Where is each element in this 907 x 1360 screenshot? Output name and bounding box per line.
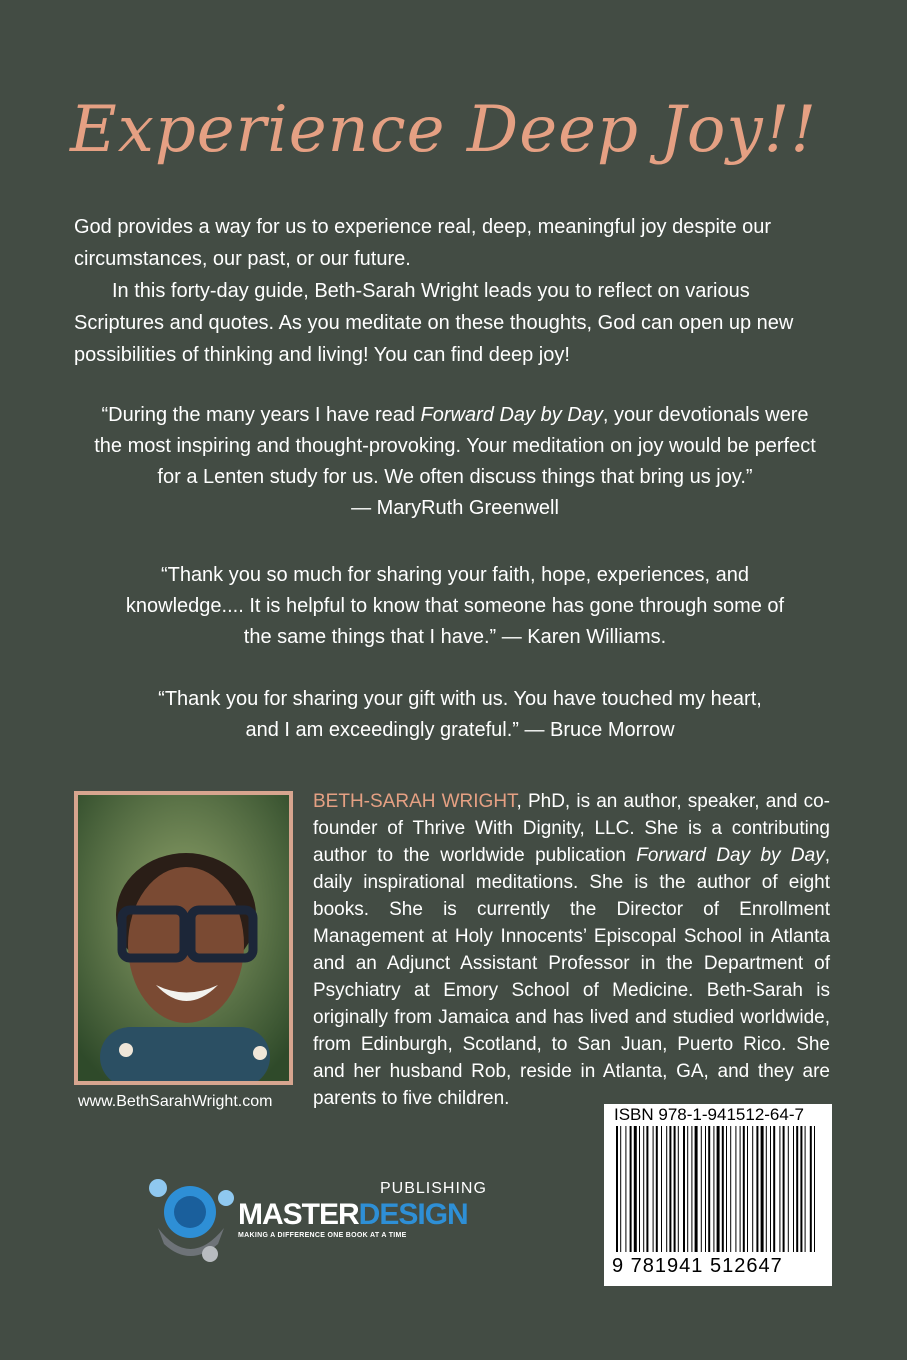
barcode-bar (691, 1126, 692, 1252)
publisher-publishing-label: PUBLISHING (380, 1180, 487, 1197)
barcode-bar (766, 1126, 767, 1252)
author-website-link[interactable]: www.BethSarahWright.com (78, 1093, 273, 1110)
barcode-bar (773, 1126, 775, 1252)
barcode-bar (779, 1126, 780, 1252)
barcode-digits: 9 781941 512647 (612, 1255, 783, 1277)
intro-paragraph-1: God provides a way for us to experience real, deep, meaningful joy despite our circumstances, our past, or our future. (74, 216, 772, 270)
publisher-emblem-icon (140, 1170, 240, 1270)
barcode-bar (634, 1126, 637, 1252)
barcode-bar (701, 1126, 702, 1252)
barcode-bar (788, 1126, 789, 1252)
publisher-name-master: MASTER (238, 1198, 359, 1231)
barcode-bar (653, 1126, 654, 1252)
publisher-tagline: MAKING A DIFFERENCE ONE BOOK AT A TIME (238, 1232, 407, 1239)
author-bio (313, 788, 830, 1112)
bio-book-title: Forward Day by Day (636, 845, 825, 866)
intro-text (74, 211, 834, 371)
barcode-bar (625, 1126, 626, 1252)
barcode-bar (814, 1126, 815, 1252)
barcode-bar (740, 1126, 741, 1252)
barcode-bar (756, 1126, 758, 1252)
isbn-barcode (604, 1104, 832, 1286)
barcode-bar (770, 1126, 771, 1252)
barcode-bar (687, 1126, 688, 1252)
barcode-bar (678, 1126, 679, 1252)
intro-paragraph-2: In this forty-day guide, Beth-Sarah Wright leads you to reflect on various Scriptures and quotes. As you meditate on these thoughts, God can open up new possibilities of thinking and living! You can find deep joy! (74, 280, 794, 366)
testimonial-williams: “Thank you so much for sharing your faith, hope, experiences, and knowledge.... It is helpful to know that someone has gone through some of the same things that I have.” — Karen Williams. (125, 564, 785, 648)
quote-text: , your devotionals were the most inspiring and thought-provoking. Your meditation on joy would be perfect for a Lenten study for us. We often discuss things that bring us joy.” (94, 404, 816, 488)
barcode-bar (656, 1126, 658, 1252)
barcode-bar (620, 1126, 621, 1252)
testimonial-morrow: “Thank you for sharing your gift with us. You have touched my heart, and I am exceedingly grateful.” — Bruce Morrow (158, 688, 762, 741)
barcode-bar (630, 1126, 632, 1252)
cover-title: Experience Deep Joy!! (70, 93, 818, 167)
publisher-name (238, 1198, 468, 1232)
barcode-bar (705, 1126, 706, 1252)
quote-book-title: Forward Day by Day (420, 404, 603, 426)
barcode-bar (752, 1126, 753, 1252)
barcode-bar (661, 1126, 662, 1252)
publisher-logo (140, 1170, 500, 1270)
barcode-bar (695, 1126, 698, 1252)
barcode-bar (743, 1126, 745, 1252)
barcode-bar (796, 1126, 798, 1252)
barcode-bars (612, 1126, 824, 1256)
barcode-bar (730, 1126, 731, 1252)
barcode-bar (726, 1126, 727, 1252)
barcode-bar (810, 1126, 812, 1252)
bio-text: , PhD, is an author, speaker, and co-founder of Thrive With Dignity, LLC. She is a contributing author to the worldwide publication (313, 791, 830, 866)
barcode-bar (639, 1126, 640, 1252)
bio-text: , daily inspirational meditations. She is the author of eight books. She is currently the Director of Enrollment Management at Holy Innocents’ Episcopal School in Atlanta and an Adjunct Assistant Professor in the Department of Psychiatry at Emory School of Medicine. Beth-Sarah is originally from Jamaica and has lived and studied worldwide, from Edinburgh, Scotland, to San Juan, Puerto Rico. She and her husband Rob, reside in Atlanta, GA, and they are parents to five children. (313, 845, 830, 1109)
barcode-bar (674, 1126, 676, 1252)
barcode-bar (666, 1126, 667, 1252)
barcode-bar (783, 1126, 785, 1252)
isbn-number: ISBN 978-1-941512-64-7 (614, 1105, 804, 1124)
quote-author: — MaryRuth Greenwell (351, 497, 559, 519)
barcode-bar (669, 1126, 671, 1252)
barcode-bar (708, 1126, 710, 1252)
barcode-bar (683, 1126, 685, 1252)
barcode-bar (747, 1126, 748, 1252)
barcode-bar (722, 1126, 724, 1252)
barcode-bar (735, 1126, 736, 1252)
barcode-bar (643, 1126, 644, 1252)
barcode-bar (793, 1126, 794, 1252)
barcode-bar (713, 1126, 714, 1252)
barcode-bar (805, 1126, 806, 1252)
testimonial-greenwell (85, 400, 825, 524)
barcode-bar (646, 1126, 648, 1252)
author-photo (74, 791, 293, 1085)
barcode-bar (800, 1126, 802, 1252)
barcode-bar (761, 1126, 764, 1252)
barcode-bar (717, 1126, 720, 1252)
quote-text: “During the many years I have read (101, 404, 421, 426)
barcode-bar (616, 1126, 618, 1252)
author-name: BETH-SARAH WRIGHT (313, 791, 517, 812)
publisher-name-design: DESIGN (358, 1198, 468, 1231)
